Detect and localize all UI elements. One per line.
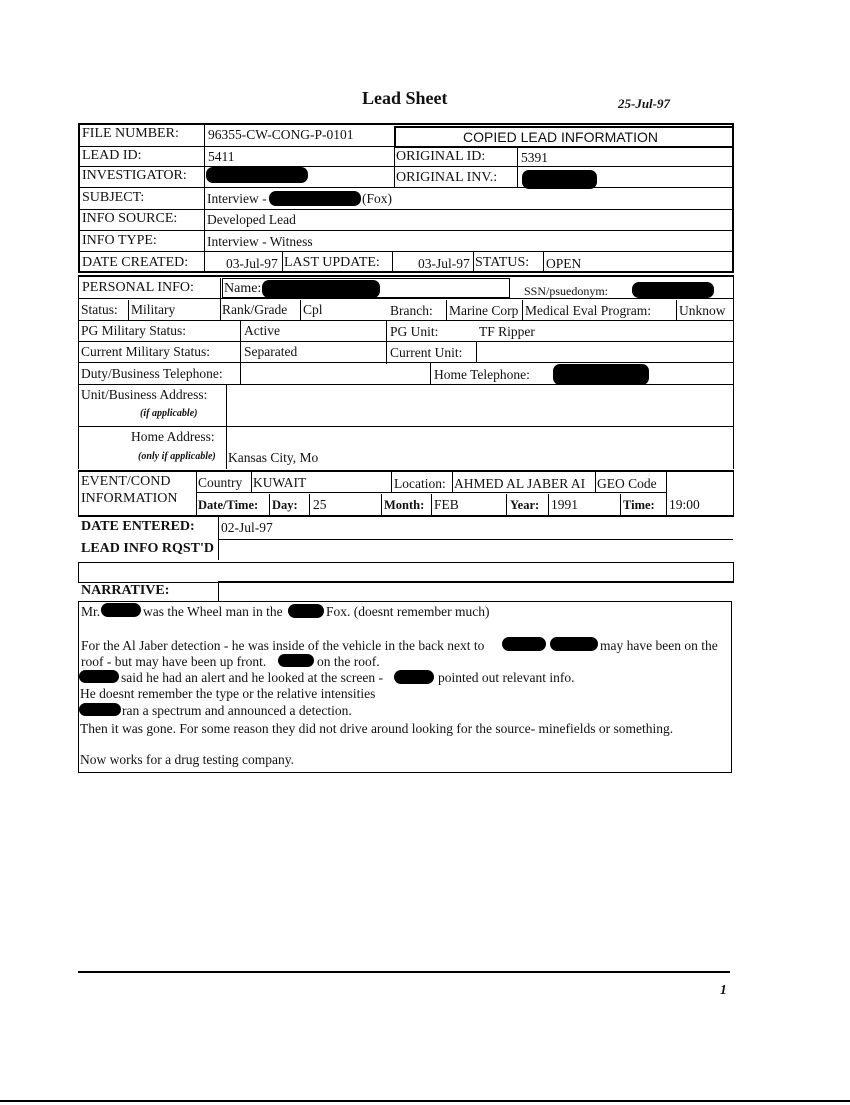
event-label-2: INFORMATION [81,491,178,506]
info-type-label: INFO TYPE: [82,233,157,248]
redaction-original-inv [522,170,597,189]
subject-suffix: (Fox) [362,191,392,206]
page-bottom-rule [0,1100,850,1102]
info-type-value: Interview - Witness [207,234,313,249]
pg-status-value: Active [244,323,280,338]
home-address-note: (only if applicable) [138,451,216,462]
status-mil-value: Military [131,302,176,317]
narrative-l1c: Fox. (doesnt remember much) [326,604,490,619]
lead-info-box [78,562,734,583]
redaction-n7 [394,670,434,684]
narrative-l2b: may have been on the [600,638,718,653]
narrative-l7: Then it was gone. For some reason they did not drive around looking for the source- minefields or something. [80,721,674,736]
last-update-value: 03-Jul-97 [418,256,470,271]
info-source-label: INFO SOURCE: [82,211,178,226]
narrative-l3b: on the roof. [317,654,380,669]
narrative-label: NARRATIVE: [81,583,170,598]
lead-info-label: LEAD INFO RQST'D [81,541,215,556]
status-label: STATUS: [475,255,530,270]
page-number: 1 [720,982,727,997]
location-label: Location: [394,476,446,491]
redaction-n3 [502,637,546,651]
time-label: Time: [623,498,655,512]
current-unit-label: Current Unit: [390,345,463,360]
branch-value: Marine Corp [449,303,519,318]
unit-address-note: (if applicable) [140,408,198,419]
rank-value: Cpl [303,302,323,317]
rank-label: Rank/Grade [222,302,288,317]
original-id-value: 5391 [521,150,548,165]
date-created-value: 03-Jul-97 [226,256,278,271]
redaction-ssn [632,282,714,298]
last-update-label: LAST UPDATE: [284,255,380,270]
narrative-l8: Now works for a drug testing company. [80,752,294,767]
original-id-label: ORIGINAL ID: [396,149,486,164]
file-number-label: FILE NUMBER: [82,126,179,141]
redaction-name [262,280,380,298]
geo-code-label: GEO Code [597,476,657,491]
country-label: Country [198,475,243,490]
datetime-label: Date/Time: [198,498,259,512]
redaction-n8 [79,703,121,716]
date-entered-value: 02-Jul-97 [221,520,273,535]
footer-rule [78,971,730,973]
home-address-value: Kansas City, Mo [228,450,319,465]
date-created-label: DATE CREATED: [82,255,189,270]
subject-prefix: Interview - [207,191,267,206]
name-label: Name: [224,281,262,296]
time-value: 19:00 [669,497,700,512]
event-label-1: EVENT/COND [81,474,171,489]
narrative-l5: He doesnt remember the type or the relative intensities [80,686,376,701]
file-number-value: 96355-CW-CONG-P-0101 [208,127,354,142]
status-value: OPEN [546,256,582,271]
personal-info-label: PERSONAL INFO: [82,280,194,295]
lead-id-label: LEAD ID: [82,148,142,163]
subject-label: SUBJECT: [82,190,145,205]
home-address-label: Home Address: [131,429,215,444]
redaction-n5 [278,654,314,667]
pg-status-label: PG Military Status: [81,323,187,338]
date-entered-label: DATE ENTERED: [81,519,195,534]
narrative-l1a: Mr. [81,604,101,619]
redaction-n1 [101,603,141,617]
original-inv-label: ORIGINAL INV.: [396,170,498,185]
page-title: Lead Sheet [362,88,448,108]
pg-unit-label: PG Unit: [390,324,439,339]
redaction-n4 [550,637,598,651]
location-value: AHMED AL JABER AI [454,476,586,491]
unit-address-label: Unit/Business Address: [81,387,208,402]
medical-label: Medical Eval Program: [525,303,651,318]
medical-value: Unknow [679,303,726,318]
investigator-label: INVESTIGATOR: [82,168,187,183]
narrative-l3a: roof - but may have been up front. [81,654,267,669]
narrative-l1b: was the Wheel man in the [143,604,283,619]
pg-unit-value: TF Ripper [479,324,535,339]
month-label: Month: [384,498,425,512]
redaction-n2 [288,604,324,618]
redaction-home-phone [553,364,649,385]
day-label: Day: [272,498,298,512]
redaction-subject [269,191,361,206]
ssn-label: SSN/psuedonym: [524,284,609,298]
branch-label: Branch: [390,303,433,318]
year-value: 1991 [551,497,578,512]
narrative-l2a: For the Al Jaber detection - he was inside of the vehicle in the back next to [81,638,485,653]
narrative-l6: ran a spectrum and announced a detection. [122,703,352,718]
redaction-investigator [206,167,308,183]
status-mil-label: Status: [81,302,118,317]
narrative-l4b: pointed out relevant info. [438,670,575,685]
day-value: 25 [313,497,327,512]
current-status-label: Current Military Status: [81,344,210,359]
year-label: Year: [510,498,540,512]
sheet-date: 25-Jul-97 [618,96,670,111]
redaction-n6 [79,670,119,683]
info-source-value: Developed Lead [207,212,296,227]
current-status-value: Separated [244,344,298,359]
copied-lead-header: COPIED LEAD INFORMATION [463,129,658,145]
duty-phone-label: Duty/Business Telephone: [81,366,223,381]
lead-id-value: 5411 [208,149,235,164]
narrative-l4a: said he had an alert and he looked at the screen - [121,670,384,685]
home-phone-label: Home Telephone: [434,367,530,382]
month-value: FEB [434,497,459,512]
country-value: KUWAIT [253,475,307,490]
